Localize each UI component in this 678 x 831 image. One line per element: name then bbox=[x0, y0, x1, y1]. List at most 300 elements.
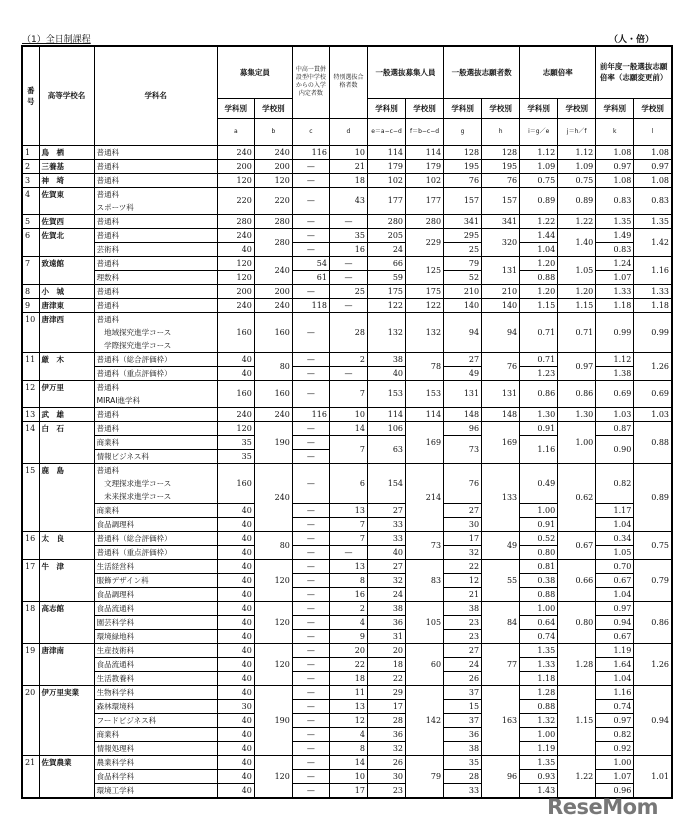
general-quota-by-school: 177 bbox=[406, 187, 444, 214]
capacity-by-dept: 160 bbox=[217, 463, 254, 503]
capacity-by-school: 240 bbox=[254, 256, 292, 284]
junior-high-admits: — bbox=[292, 573, 329, 587]
ratio-by-dept: 1.12 bbox=[520, 145, 558, 159]
junior-high-admits: 61 bbox=[292, 270, 329, 284]
special-selection-passed: 6 bbox=[329, 463, 367, 503]
department-name-line: 生活経営科 bbox=[96, 561, 135, 571]
applicants-by-school: 210 bbox=[482, 284, 520, 298]
department-name-line: 普通科 bbox=[96, 230, 120, 240]
special-selection-passed: 17 bbox=[329, 783, 367, 798]
capacity-by-dept: 240 bbox=[217, 407, 254, 421]
applicants-by-school: 131 bbox=[482, 380, 520, 407]
ratio-by-dept: 0.88 bbox=[520, 587, 558, 601]
ratio-by-school: 1.15 bbox=[558, 298, 596, 312]
prev-ratio-by-dept: 1.24 bbox=[596, 256, 634, 270]
unit-label: （人・倍） bbox=[608, 35, 654, 45]
junior-high-admits: — bbox=[292, 713, 329, 727]
ratio-by-dept: 0.88 bbox=[520, 699, 558, 713]
applicants-by-dept: 22 bbox=[444, 559, 482, 573]
ratio-by-dept: 0.89 bbox=[520, 187, 558, 214]
applicants-by-dept: 30 bbox=[444, 517, 482, 531]
department-name-line: 普通科（総合評価枠） bbox=[96, 354, 172, 364]
ratio-by-dept: 1.43 bbox=[520, 783, 558, 798]
department-name-line: 環境緑地科 bbox=[96, 631, 135, 641]
capacity-by-school: 240 bbox=[254, 145, 292, 159]
ratio-by-dept: 1.35 bbox=[520, 643, 558, 657]
ratio-by-dept: 1.18 bbox=[520, 671, 558, 685]
table-row bbox=[22, 145, 672, 159]
prev-ratio-by-dept: 1.38 bbox=[596, 366, 634, 380]
applicants-by-school: 96 bbox=[482, 755, 520, 798]
general-quota-by-school: 102 bbox=[406, 173, 444, 187]
department-name bbox=[94, 601, 217, 615]
junior-high-admits: — bbox=[292, 463, 329, 503]
general-quota-by-school: 125 bbox=[406, 256, 444, 284]
prev-ratio-by-school: 1.35 bbox=[634, 214, 672, 228]
applicants-by-dept: 25 bbox=[444, 242, 482, 256]
department-name bbox=[94, 145, 217, 159]
department-name-line: フードビジネス科 bbox=[96, 715, 157, 725]
header-prev-ratio: 前年度一般選抜志願倍率（志願変更前） bbox=[596, 46, 672, 98]
ratio-by-school: 0.89 bbox=[558, 187, 596, 214]
department-name-line: 未来探求進学コース bbox=[96, 491, 172, 501]
applicants-by-dept: 157 bbox=[444, 187, 482, 214]
prev-ratio-by-dept: 0.67 bbox=[596, 629, 634, 643]
department-name-line: 商業科 bbox=[96, 729, 120, 739]
ratio-by-dept: 1.20 bbox=[520, 284, 558, 298]
admission-table bbox=[21, 45, 673, 799]
junior-high-admits: — bbox=[292, 769, 329, 783]
applicants-by-dept: 128 bbox=[444, 145, 482, 159]
applicants-by-school: 55 bbox=[482, 559, 520, 601]
capacity-by-dept: 220 bbox=[217, 187, 254, 214]
header-dept: 学科名 bbox=[94, 46, 217, 145]
special-selection-passed: 20 bbox=[329, 643, 367, 657]
junior-high-admits: — bbox=[292, 657, 329, 671]
applicants-by-dept: 23 bbox=[444, 615, 482, 629]
prev-ratio-by-dept: 1.16 bbox=[596, 685, 634, 699]
header-d: 特別選抜合格者数 bbox=[329, 46, 367, 118]
general-quota-by-dept: 29 bbox=[367, 685, 405, 699]
department-name-line: 環境工学科 bbox=[96, 785, 135, 795]
department-name bbox=[94, 587, 217, 601]
ratio-by-school: 1.15 bbox=[558, 685, 596, 755]
general-quota-by-dept: 175 bbox=[367, 284, 405, 298]
applicants-by-dept: 26 bbox=[444, 671, 482, 685]
junior-high-admits: — bbox=[292, 741, 329, 755]
header-by-school: 学校別 bbox=[634, 98, 672, 118]
general-quota-by-dept: 132 bbox=[367, 312, 405, 352]
capacity-by-dept: 280 bbox=[217, 214, 254, 228]
header-by-school: 学校別 bbox=[406, 98, 444, 118]
department-name bbox=[94, 573, 217, 587]
department-name-line: 普通科（総合評価枠） bbox=[96, 533, 172, 543]
header-by-dept: 学科別 bbox=[444, 98, 482, 118]
header-letter: b bbox=[254, 118, 292, 145]
applicants-by-dept: 27 bbox=[444, 352, 482, 366]
special-selection-passed: 16 bbox=[329, 587, 367, 601]
general-quota-by-dept: 38 bbox=[367, 352, 405, 366]
prev-ratio-by-dept: 0.90 bbox=[596, 435, 634, 463]
prev-ratio-by-dept: 0.87 bbox=[596, 421, 634, 435]
prev-ratio-by-school: 0.97 bbox=[634, 159, 672, 173]
applicants-by-dept: 27 bbox=[444, 503, 482, 517]
school-name: 厳 木 bbox=[39, 352, 94, 380]
department-name-line: 学際探究進学コース bbox=[96, 340, 172, 350]
department-name bbox=[94, 685, 217, 699]
department-name-line: 普通科（重点評価枠） bbox=[96, 368, 172, 378]
applicants-by-school: 94 bbox=[482, 312, 520, 352]
general-quota-by-dept: 27 bbox=[367, 503, 405, 517]
special-selection-passed: 35 bbox=[329, 228, 367, 242]
ratio-by-school: 0.66 bbox=[558, 559, 596, 601]
applicants-by-dept: 37 bbox=[444, 713, 482, 727]
capacity-by-dept: 40 bbox=[217, 657, 254, 671]
school-number: 8 bbox=[22, 284, 39, 298]
department-name-line: 商業科 bbox=[96, 505, 120, 515]
capacity-by-dept: 40 bbox=[217, 615, 254, 629]
junior-high-admits: — bbox=[292, 783, 329, 798]
school-number: 16 bbox=[22, 531, 39, 559]
special-selection-passed: 7 bbox=[329, 531, 367, 545]
header-by-school: 学校別 bbox=[482, 98, 520, 118]
prev-ratio-by-school: 0.88 bbox=[634, 421, 672, 463]
prev-ratio-by-dept: 1.07 bbox=[596, 769, 634, 783]
prev-ratio-by-dept: 1.33 bbox=[596, 284, 634, 298]
department-name bbox=[94, 242, 217, 256]
general-quota-by-dept: 24 bbox=[367, 242, 405, 256]
capacity-by-dept: 40 bbox=[217, 503, 254, 517]
general-quota-by-school: 132 bbox=[406, 312, 444, 352]
prev-ratio-by-dept: 1.08 bbox=[596, 173, 634, 187]
capacity-by-dept: 40 bbox=[217, 242, 254, 256]
applicants-by-dept: 23 bbox=[444, 629, 482, 643]
ratio-by-dept: 0.49 bbox=[520, 463, 558, 503]
special-selection-passed: 4 bbox=[329, 615, 367, 629]
general-quota-by-school: 73 bbox=[406, 531, 444, 559]
capacity-by-dept: 40 bbox=[217, 517, 254, 531]
special-selection-passed: 8 bbox=[329, 573, 367, 587]
capacity-by-dept: 40 bbox=[217, 531, 254, 545]
section-title: （1）全日制課程 bbox=[22, 35, 91, 45]
general-quota-by-school: 179 bbox=[406, 159, 444, 173]
prev-ratio-by-school: 0.86 bbox=[634, 601, 672, 643]
school-name: 牛 津 bbox=[39, 559, 94, 601]
capacity-by-school: 120 bbox=[254, 173, 292, 187]
special-selection-passed: 22 bbox=[329, 657, 367, 671]
applicants-by-school: 128 bbox=[482, 145, 520, 159]
prev-ratio-by-school: 1.16 bbox=[634, 256, 672, 284]
applicants-by-school: 49 bbox=[482, 531, 520, 559]
school-name: 白 石 bbox=[39, 421, 94, 463]
capacity-by-school: 120 bbox=[254, 755, 292, 798]
junior-high-admits: — bbox=[292, 173, 329, 187]
capacity-by-school: 200 bbox=[254, 284, 292, 298]
header-by-dept: 学科別 bbox=[367, 98, 405, 118]
ratio-by-dept: 1.16 bbox=[520, 435, 558, 463]
special-selection-passed: 7 bbox=[329, 435, 367, 463]
department-name-line: 食品科学科 bbox=[96, 771, 135, 781]
school-number: 5 bbox=[22, 214, 39, 228]
department-name bbox=[94, 671, 217, 685]
school-number: 3 bbox=[22, 173, 39, 187]
table-row bbox=[22, 159, 672, 173]
prev-ratio-by-school: 0.89 bbox=[634, 463, 672, 531]
general-quota-by-dept: 32 bbox=[367, 741, 405, 755]
junior-high-admits: — bbox=[292, 755, 329, 769]
department-name-line: 地域探究進学コース bbox=[96, 327, 172, 337]
department-name bbox=[94, 270, 217, 284]
department-name-line: 芸術科 bbox=[96, 244, 120, 254]
school-name: 太 良 bbox=[39, 531, 94, 559]
general-quota-by-dept: 153 bbox=[367, 380, 405, 407]
general-quota-by-dept: 114 bbox=[367, 145, 405, 159]
header-general-quota: 一般選抜募集人員 bbox=[367, 46, 443, 98]
junior-high-admits: — bbox=[292, 284, 329, 298]
applicants-by-school: 133 bbox=[482, 463, 520, 531]
school-name: 唐津西 bbox=[39, 312, 94, 352]
special-selection-passed: 18 bbox=[329, 173, 367, 187]
department-name-line: 普通科（重点評価枠） bbox=[96, 547, 172, 557]
applicants-by-dept: 76 bbox=[444, 463, 482, 503]
school-number: 9 bbox=[22, 298, 39, 312]
general-quota-by-dept: 59 bbox=[367, 270, 405, 284]
general-quota-by-dept: 18 bbox=[367, 657, 405, 671]
school-name: 三養基 bbox=[39, 159, 94, 173]
department-name bbox=[94, 615, 217, 629]
special-selection-passed: 21 bbox=[329, 159, 367, 173]
department-name-line: 食品流通科 bbox=[96, 603, 135, 613]
special-selection-passed: 9 bbox=[329, 629, 367, 643]
prev-ratio-by-dept: 1.04 bbox=[596, 671, 634, 685]
school-name: 唐津東 bbox=[39, 298, 94, 312]
table-row bbox=[22, 685, 672, 699]
junior-high-admits: — bbox=[292, 228, 329, 242]
ratio-by-school: 1.30 bbox=[558, 407, 596, 421]
table-row bbox=[22, 380, 672, 407]
applicants-by-dept: 96 bbox=[444, 421, 482, 435]
ratio-by-school: 1.05 bbox=[558, 256, 596, 284]
capacity-by-dept: 240 bbox=[217, 145, 254, 159]
capacity-by-school: 80 bbox=[254, 352, 292, 380]
prev-ratio-by-dept: 0.96 bbox=[596, 783, 634, 798]
general-quota-by-school: 79 bbox=[406, 755, 444, 798]
school-name: 致遠館 bbox=[39, 256, 94, 284]
prev-ratio-by-dept: 0.70 bbox=[596, 559, 634, 573]
capacity-by-dept: 40 bbox=[217, 352, 254, 366]
capacity-by-school: 80 bbox=[254, 531, 292, 559]
capacity-by-dept: 40 bbox=[217, 601, 254, 615]
capacity-by-school: 280 bbox=[254, 228, 292, 256]
general-quota-by-school: 153 bbox=[406, 380, 444, 407]
special-selection-passed: 10 bbox=[329, 407, 367, 421]
applicants-by-school: 320 bbox=[482, 228, 520, 256]
general-quota-by-dept: 154 bbox=[367, 463, 405, 503]
special-selection-passed: 13 bbox=[329, 559, 367, 573]
general-quota-by-dept: 23 bbox=[367, 783, 405, 798]
junior-high-admits: — bbox=[292, 352, 329, 366]
general-quota-by-school: 83 bbox=[406, 559, 444, 601]
special-selection-passed: 4 bbox=[329, 727, 367, 741]
prev-ratio-by-school: 1.33 bbox=[634, 284, 672, 298]
junior-high-admits: — bbox=[292, 629, 329, 643]
special-selection-passed: 2 bbox=[329, 352, 367, 366]
junior-high-admits: — bbox=[292, 559, 329, 573]
school-number: 11 bbox=[22, 352, 39, 380]
junior-high-admits: 116 bbox=[292, 145, 329, 159]
department-name-line: 商業科 bbox=[96, 437, 120, 447]
capacity-by-dept: 35 bbox=[217, 449, 254, 463]
capacity-by-dept: 120 bbox=[217, 421, 254, 435]
department-name bbox=[94, 755, 217, 769]
applicants-by-school: 157 bbox=[482, 187, 520, 214]
department-name-line: 理数科 bbox=[96, 272, 120, 282]
general-quota-by-dept: 20 bbox=[367, 643, 405, 657]
department-name-line: 食品調理科 bbox=[96, 589, 135, 599]
general-quota-by-dept: 28 bbox=[367, 713, 405, 727]
applicants-by-dept: 210 bbox=[444, 284, 482, 298]
department-name-line: 園芸科学科 bbox=[96, 617, 135, 627]
prev-ratio-by-school: 1.42 bbox=[634, 228, 672, 256]
ratio-by-dept: 1.19 bbox=[520, 741, 558, 755]
capacity-by-school: 240 bbox=[254, 407, 292, 421]
capacity-by-dept: 40 bbox=[217, 769, 254, 783]
school-number: 10 bbox=[22, 312, 39, 352]
capacity-by-dept: 240 bbox=[217, 298, 254, 312]
prev-ratio-by-dept: 0.74 bbox=[596, 699, 634, 713]
department-name bbox=[94, 713, 217, 727]
special-selection-passed: — bbox=[329, 298, 367, 312]
ratio-by-dept: 1.20 bbox=[520, 256, 558, 270]
department-name-line: 普通科 bbox=[96, 465, 120, 475]
ratio-by-dept: 0.52 bbox=[520, 531, 558, 545]
ratio-by-dept: 1.35 bbox=[520, 755, 558, 769]
table-row bbox=[22, 755, 672, 769]
general-quota-by-dept: 26 bbox=[367, 755, 405, 769]
table-row bbox=[22, 256, 672, 270]
applicants-by-dept: 76 bbox=[444, 173, 482, 187]
general-quota-by-dept: 31 bbox=[367, 629, 405, 643]
capacity-by-dept: 120 bbox=[217, 256, 254, 270]
ratio-by-dept: 1.30 bbox=[520, 407, 558, 421]
capacity-by-school: 160 bbox=[254, 312, 292, 352]
capacity-by-dept: 40 bbox=[217, 713, 254, 727]
capacity-by-school: 200 bbox=[254, 159, 292, 173]
prev-ratio-by-dept: 0.97 bbox=[596, 713, 634, 727]
junior-high-admits: — bbox=[292, 380, 329, 407]
general-quota-by-school: 60 bbox=[406, 643, 444, 685]
department-name-line: 普通科 bbox=[96, 300, 120, 310]
general-quota-by-dept: 179 bbox=[367, 159, 405, 173]
prev-ratio-by-dept: 1.07 bbox=[596, 270, 634, 284]
general-quota-by-dept: 40 bbox=[367, 366, 405, 380]
capacity-by-dept: 40 bbox=[217, 629, 254, 643]
general-quota-by-dept: 36 bbox=[367, 727, 405, 741]
capacity-by-dept: 40 bbox=[217, 366, 254, 380]
prev-ratio-by-school: 0.79 bbox=[634, 559, 672, 601]
special-selection-passed: 7 bbox=[329, 380, 367, 407]
prev-ratio-by-dept: 0.99 bbox=[596, 312, 634, 352]
general-quota-by-dept: 30 bbox=[367, 769, 405, 783]
department-name-line: 普通科 bbox=[96, 216, 120, 226]
special-selection-passed: 11 bbox=[329, 685, 367, 699]
junior-high-admits: — bbox=[292, 615, 329, 629]
capacity-by-dept: 35 bbox=[217, 435, 254, 449]
ratio-by-school: 0.86 bbox=[558, 380, 596, 407]
ratio-by-dept: 0.75 bbox=[520, 173, 558, 187]
general-quota-by-dept: 106 bbox=[367, 421, 405, 435]
prev-ratio-by-dept: 1.08 bbox=[596, 145, 634, 159]
school-number: 7 bbox=[22, 256, 39, 284]
prev-ratio-by-dept: 0.97 bbox=[596, 601, 634, 615]
ratio-by-dept: 0.80 bbox=[520, 545, 558, 559]
applicants-by-dept: 15 bbox=[444, 699, 482, 713]
general-quota-by-school: 175 bbox=[406, 284, 444, 298]
prev-ratio-by-dept: 1.05 bbox=[596, 545, 634, 559]
applicants-by-dept: 131 bbox=[444, 380, 482, 407]
capacity-by-dept: 40 bbox=[217, 559, 254, 573]
prev-ratio-by-dept: 0.83 bbox=[596, 187, 634, 214]
department-name bbox=[94, 228, 217, 242]
junior-high-admits: — bbox=[292, 671, 329, 685]
ratio-by-school: 0.75 bbox=[558, 173, 596, 187]
department-name bbox=[94, 407, 217, 421]
special-selection-passed: 13 bbox=[329, 699, 367, 713]
capacity-by-dept: 40 bbox=[217, 755, 254, 769]
special-selection-passed: 14 bbox=[329, 755, 367, 769]
general-quota-by-school: 229 bbox=[406, 228, 444, 256]
junior-high-admits: — bbox=[292, 449, 329, 463]
ratio-by-dept: 0.71 bbox=[520, 352, 558, 366]
header-letter: g bbox=[444, 118, 482, 145]
department-name bbox=[94, 699, 217, 713]
department-name bbox=[94, 435, 217, 449]
department-name-line: 普通科 bbox=[96, 189, 120, 199]
prev-ratio-by-dept: 1.35 bbox=[596, 214, 634, 228]
header-by-dept: 学科別 bbox=[520, 98, 558, 118]
ratio-by-dept: 1.22 bbox=[520, 214, 558, 228]
general-quota-by-dept: 38 bbox=[367, 601, 405, 615]
ratio-by-dept: 1.44 bbox=[520, 228, 558, 242]
general-quota-by-school: 105 bbox=[406, 601, 444, 643]
prev-ratio-by-dept: 0.34 bbox=[596, 531, 634, 545]
ratio-by-dept: 0.81 bbox=[520, 559, 558, 573]
junior-high-admits: — bbox=[292, 187, 329, 214]
header-letter: h bbox=[482, 118, 520, 145]
department-name-line: 普通科 bbox=[96, 382, 120, 392]
special-selection-passed: — bbox=[329, 256, 367, 270]
school-name: 佐賀農業 bbox=[39, 755, 94, 798]
ratio-by-dept: 1.28 bbox=[520, 685, 558, 699]
school-number: 18 bbox=[22, 601, 39, 643]
ratio-by-school: 1.28 bbox=[558, 643, 596, 685]
general-quota-by-dept: 66 bbox=[367, 256, 405, 270]
prev-ratio-by-dept: 1.04 bbox=[596, 587, 634, 601]
general-quota-by-dept: 205 bbox=[367, 228, 405, 242]
department-name-line: 生活教養科 bbox=[96, 673, 135, 683]
department-name bbox=[94, 284, 217, 298]
general-quota-by-school: 214 bbox=[406, 463, 444, 531]
junior-high-admits: — bbox=[292, 601, 329, 615]
department-name bbox=[94, 380, 217, 407]
department-name-line: 生物科学科 bbox=[96, 687, 135, 697]
department-name bbox=[94, 366, 217, 380]
resemom-logo: ReseMom bbox=[547, 795, 658, 819]
applicants-by-dept: 79 bbox=[444, 256, 482, 270]
school-number: 21 bbox=[22, 755, 39, 798]
general-quota-by-dept: 36 bbox=[367, 615, 405, 629]
ratio-by-school: 1.09 bbox=[558, 159, 596, 173]
